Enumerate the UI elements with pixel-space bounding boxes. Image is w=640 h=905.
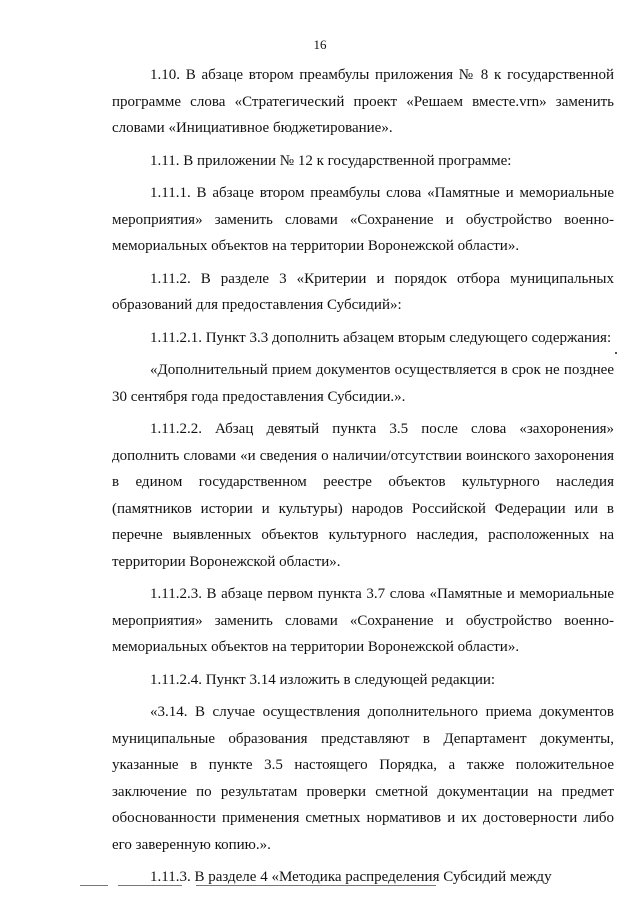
paragraph-1-11: 1.11. В приложении № 12 к государственной программе: xyxy=(150,152,512,169)
scan-speck xyxy=(615,352,617,354)
page-number: 16 xyxy=(313,37,327,52)
footer-rule-left xyxy=(80,885,108,886)
paragraph-1-10: 1.10. В абзаце втором преамбулы приложения № 8 к государственной программе слова «Стратегический проект «Решаем вместе.vrn» заменить словами «Инициативное бюджетирование». xyxy=(112,67,614,136)
paragraph-1-11-3: 1.11.3. В разделе 4 «Методика распределения Субсидий между xyxy=(150,869,552,885)
document-body xyxy=(112,62,614,897)
quoted-text-3-14: «3.14. В случае осуществления дополнительного приема документов муниципальные образования представляют в Департамент документы, указанные в пункте 3.5 настоящего Порядка, а также положительное заключение по результатам проверки сметной документации на предмет обоснованности применения сметных нормативов и их достоверности либо его заверенную копию.». xyxy=(112,704,614,853)
paragraph-1-11-2-4: 1.11.2.4. Пункт 3.14 изложить в следующей редакции: xyxy=(150,671,496,688)
paragraph-1-11-2-2: 1.11.2.2. Абзац девятый пункта 3.5 после слова «захоронения» дополнить словами «и сведения о наличии/отсутствии воинского захоронения в едином государственном реестре объектов культурного наследия (памятников истории и культуры) народов Российской Федерации или в перечне выявленных объектов культурного наследия, расположенных на территории Воронежской области». xyxy=(112,421,614,570)
paragraph-1-11-2-3: 1.11.2.3. В абзаце первом пункта 3.7 слова «Памятные и мемориальные мероприятия» заменить словами «Сохранение и обустройство военно-мемориальных объектов на территории Воронежской области». xyxy=(112,586,614,655)
quoted-text-3-3: «Дополнительный прием документов осуществляется в срок не позднее 30 сентября года предоставления Субсидии.». xyxy=(112,362,614,405)
footer-rule-right xyxy=(196,885,436,886)
paragraph-1-11-1: 1.11.1. В абзаце втором преамбулы слова «Памятные и мемориальные мероприятия» заменить словами «Сохранение и обустройство военно-мемориальных объектов на территории Воронежской области». xyxy=(112,185,614,254)
paragraph-1-11-2: 1.11.2. В разделе 3 «Критерии и порядок отбора муниципальных образований для предоставления Субсидий»: xyxy=(112,270,614,313)
paragraph-1-11-2-1: 1.11.2.1. Пункт 3.3 дополнить абзацем вторым следующего содержания: xyxy=(150,329,612,346)
footer-rule-middle xyxy=(118,885,182,886)
